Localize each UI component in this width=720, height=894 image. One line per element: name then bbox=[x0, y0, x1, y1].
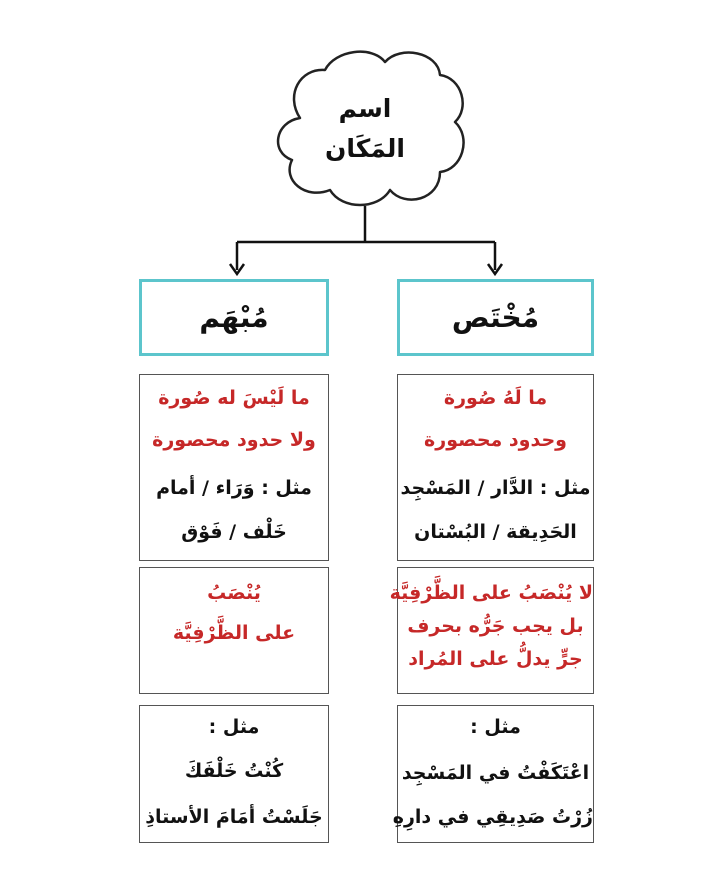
left-example-line: مثل : وَرَاء / أمام bbox=[156, 477, 312, 499]
right-example-line: مثل : الدَّار / المَسْجِد bbox=[400, 477, 591, 499]
right-category-box bbox=[397, 279, 594, 356]
right-definition-line: ما لَهُ صُورة bbox=[443, 387, 548, 409]
right-rule-line: بل يجب جَرُّه بحرف bbox=[407, 615, 584, 637]
right-sentence-line: مثل : bbox=[470, 716, 521, 738]
left-rule-box bbox=[139, 567, 329, 694]
right-example-line: الحَدِيقة / البُسْتان bbox=[414, 521, 577, 543]
left-example-box bbox=[139, 705, 329, 843]
left-rule-line: على الظَّرْفِيَّة bbox=[172, 622, 296, 644]
left-sentence-line: كُنْتُ خَلْفَكَ bbox=[184, 760, 284, 782]
right-sentence-line: زُرْتُ صَدِيقِي في دارِهِ bbox=[392, 806, 593, 828]
right-rule-line: جرٍّ يدلُّ على المُراد bbox=[408, 648, 583, 670]
left-definition-line: ما لَيْسَ له صُورة bbox=[158, 387, 310, 409]
root-label-line1: اسم bbox=[338, 94, 392, 123]
right-definition-line: وحدود محصورة bbox=[424, 429, 567, 451]
tree-lines bbox=[237, 206, 495, 270]
left-category-title: مُبْهَم bbox=[199, 301, 269, 334]
right-rule-box bbox=[389, 567, 594, 694]
arrow-heads bbox=[230, 264, 502, 274]
cloud-shape bbox=[278, 52, 464, 205]
left-example-line: خَلْف / فَوْق bbox=[181, 521, 287, 543]
root-label-line2: المَكَان bbox=[325, 134, 405, 163]
right-category-title: مُخْتَص bbox=[451, 301, 540, 334]
left-definition-box bbox=[139, 374, 329, 561]
left-sentence-line: جَلَسْتُ أمَامَ الأستاذِ bbox=[145, 806, 323, 828]
right-rule-line: لا يُنْصَبُ على الظَّرْفِيَّة bbox=[389, 582, 593, 604]
left-sentence-line: مثل : bbox=[208, 716, 260, 738]
right-sentence-line: اعْتَكَفْتُ في المَسْجِد bbox=[401, 762, 590, 784]
right-definition-box bbox=[397, 374, 594, 561]
left-rule-line: يُنْصَبُ bbox=[207, 582, 261, 604]
left-category-box bbox=[139, 279, 329, 356]
left-definition-line: ولا حدود محصورة bbox=[152, 429, 316, 451]
right-example-box bbox=[392, 705, 594, 843]
